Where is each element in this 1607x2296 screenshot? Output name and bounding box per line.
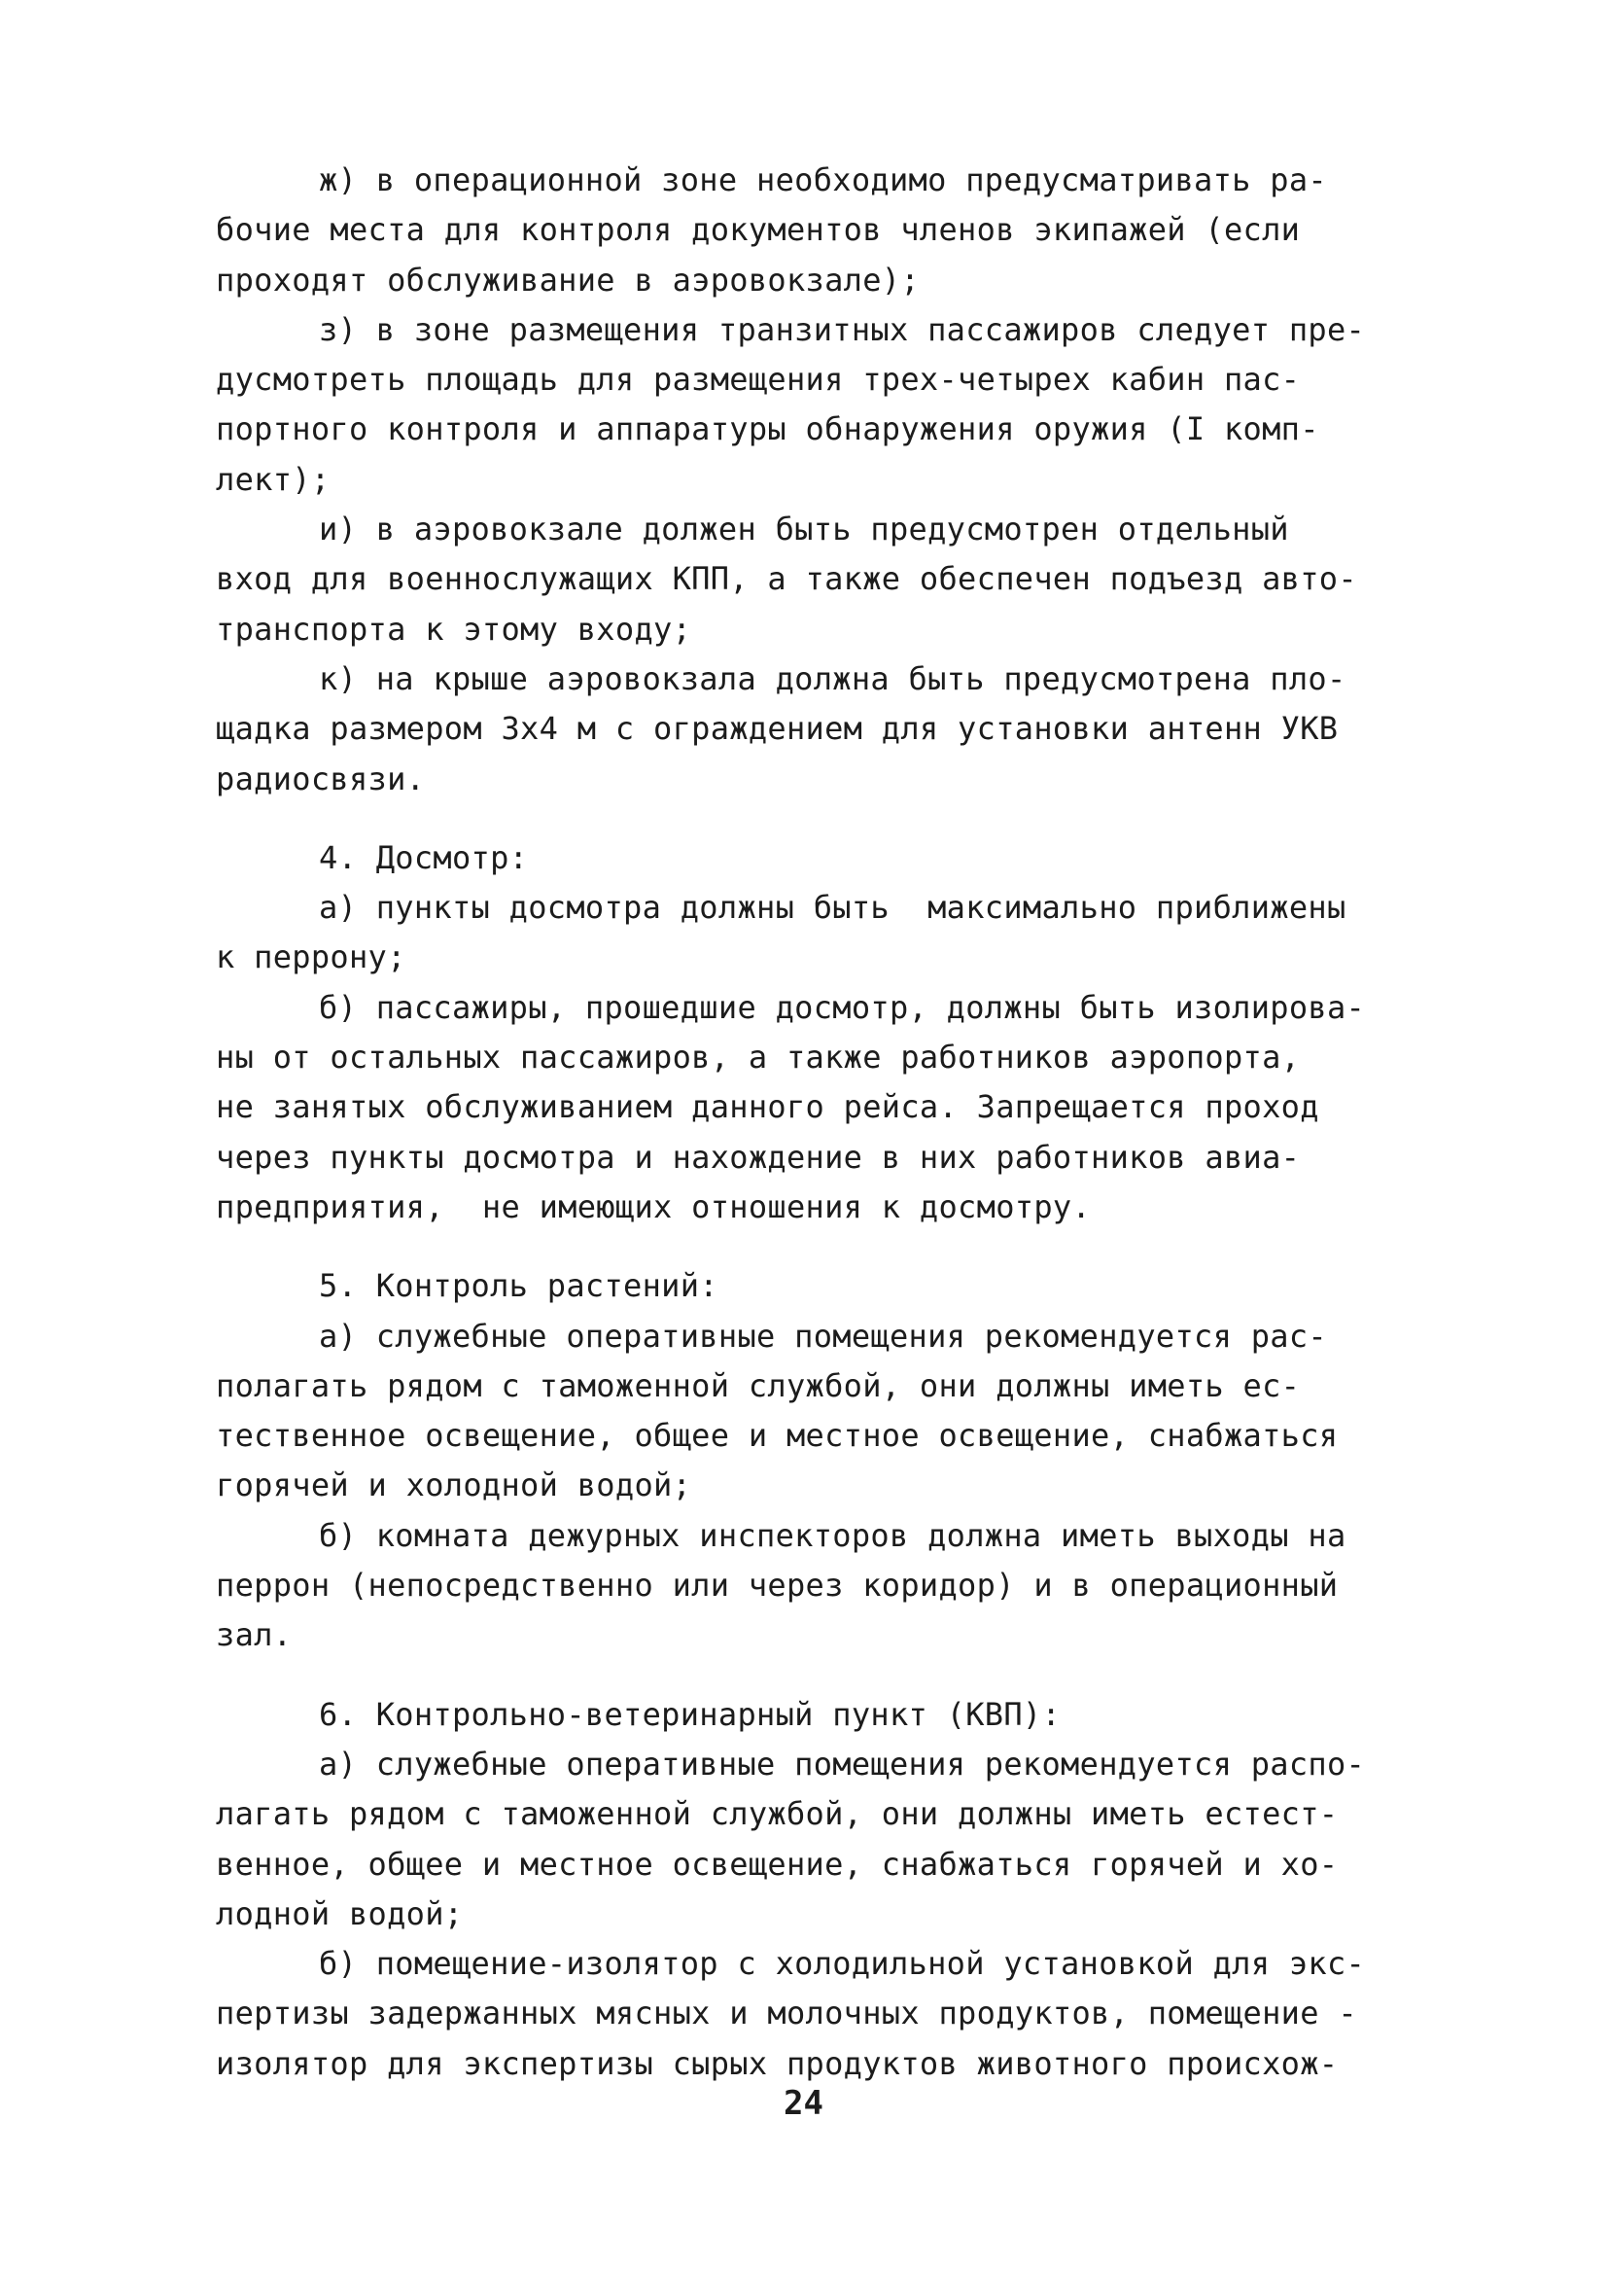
text-line: щадка размером 3х4 м с ограждением для установки антенн УКВ <box>216 710 1339 748</box>
text-line: и) в аэровокзале должен быть предусмотрен отдельный <box>319 511 1289 548</box>
text-line: б) помещение-изолятор с холодильной установкой для экс- <box>319 1945 1366 1983</box>
text-line: б) комната дежурных инспекторов должна иметь выходы на <box>319 1516 1346 1554</box>
body-text <box>216 156 1421 2089</box>
text-line: лагать рядом с таможенной службой, они должны иметь естест- <box>216 1795 1339 1833</box>
text-line: проходят обслуживание в аэровокзале); <box>216 261 920 299</box>
text-line: а) служебные оперативные помещения рекомендуется распо- <box>319 1745 1366 1783</box>
page-number: 24 <box>784 2084 823 2123</box>
text-line: ж) в операционной зоне необходимо предусматривать ра- <box>319 161 1327 198</box>
paragraph-k <box>216 654 1421 804</box>
text-line: через пункты досмотра и нахождение в них работников авиа- <box>216 1138 1301 1176</box>
text-line: бочие места для контроля документов членов экипажей (если <box>216 211 1301 249</box>
paragraph-zh <box>216 156 1421 305</box>
paragraph-6b <box>216 1939 1421 2089</box>
text-line: а) служебные оперативные помещения рекомендуется рас- <box>319 1317 1327 1355</box>
text-line: пертизы задержанных мясных и молочных продуктов, помещение - <box>216 1995 1357 2032</box>
text-line: горячей и холодной водой; <box>216 1466 692 1504</box>
text-line: лект); <box>216 460 331 498</box>
text-line: перрон (непосредственно или через коридор) и в операционный <box>216 1567 1339 1605</box>
text-line: 6. Контрольно-ветеринарный пункт (КВП): <box>319 1695 1062 1733</box>
paragraph-4b <box>216 983 1421 1232</box>
paragraph-6a <box>216 1740 1421 1939</box>
text-line: изолятор для экспертизы сырых продуктов животного происхож- <box>216 2044 1339 2082</box>
paragraph-5b <box>216 1511 1421 1661</box>
paragraph-4a <box>216 883 1421 983</box>
text-line: тественное освещение, общее и местное освещение, снабжаться <box>216 1417 1339 1455</box>
paragraph-z <box>216 305 1421 505</box>
text-line: дусмотреть площадь для размещения трех-четырех кабин пас- <box>216 361 1301 399</box>
text-line: радиосвязи. <box>216 759 426 797</box>
text-line: лодной водой; <box>216 1894 464 1932</box>
text-line: к) на крыше аэровокзала должна быть предусмотрена пло- <box>319 659 1346 697</box>
section-gap <box>216 804 1421 833</box>
section-heading-4 <box>216 833 1421 883</box>
text-line: не занятых обслуживанием данного рейса. Запрещается проход <box>216 1088 1319 1126</box>
section-heading-5 <box>216 1261 1421 1311</box>
section-heading-6 <box>216 1690 1421 1740</box>
paragraph-i <box>216 505 1421 654</box>
text-line: предприятия, не имеющих отношения к досмотру. <box>216 1187 1092 1225</box>
section-gap <box>216 1232 1421 1261</box>
text-line: б) пассажиры, прошедшие досмотр, должны быть изолирова- <box>319 988 1366 1026</box>
text-line: зал. <box>216 1616 293 1654</box>
text-line: 4. Досмотр: <box>319 838 529 876</box>
text-line: 5. Контроль растений: <box>319 1267 718 1305</box>
text-line: к перрону; <box>216 938 406 976</box>
text-line: а) пункты досмотра должны быть максимально приближены <box>319 889 1346 927</box>
text-line: полагать рядом с таможенной службой, они должны иметь ес- <box>216 1366 1301 1404</box>
section-gap <box>216 1661 1421 1690</box>
text-line: ны от остальных пассажиров, а также работников аэропорта, <box>216 1039 1301 1077</box>
text-line: з) в зоне размещения транзитных пассажиров следует пре- <box>319 310 1366 348</box>
text-line: транспорта к этому входу; <box>216 610 692 648</box>
text-line: венное, общее и местное освещение, снабжаться горячей и хо- <box>216 1845 1339 1883</box>
text-line: портного контроля и аппаратуры обнаружения оружия (I комп- <box>216 410 1319 448</box>
text-line: вход для военнослужащих КПП, а также обеспечен подъезд авто- <box>216 560 1357 598</box>
paragraph-5a <box>216 1312 1421 1511</box>
